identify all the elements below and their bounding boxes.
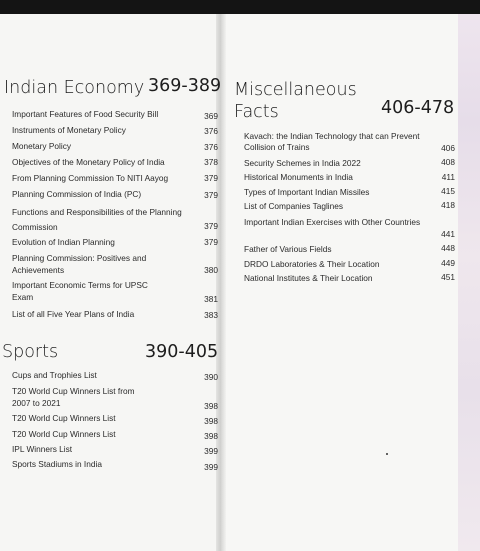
section-range-misc: 406-478 xyxy=(381,98,455,118)
section-range-economy: 369-389 xyxy=(148,76,222,96)
ink-speck xyxy=(386,453,388,455)
toc-page: 383 xyxy=(204,310,218,320)
toc-entry: T20 World Cup Winners List xyxy=(12,429,116,439)
toc-page: 369 xyxy=(204,111,218,121)
toc-entry: Kavach: the Indian Technology that can Prevent Collision of Trains xyxy=(244,131,420,152)
toc-entry: Planning Commission: Positives and Achievements xyxy=(12,253,147,275)
toc-entry: T20 World Cup Winners List from 2007 to 2021 xyxy=(12,386,135,408)
section-title-economy: Indian Economy xyxy=(4,78,145,98)
toc-page: 390 xyxy=(204,372,218,382)
toc-entry: Important Features of Food Security Bill xyxy=(12,109,159,119)
toc-page: 415 xyxy=(441,186,455,196)
toc-page: 398 xyxy=(204,431,218,441)
toc-page: 449 xyxy=(441,258,455,268)
toc-entry: From Planning Commission To NITI Aayog xyxy=(12,173,169,183)
toc-entry: DRDO Laboratories & Their Location xyxy=(244,259,380,269)
toc-entry: T20 World Cup Winners List xyxy=(12,413,116,423)
toc-entry: Monetary Policy xyxy=(12,141,72,151)
toc-entry: Instruments of Monetary Policy xyxy=(12,125,126,135)
toc-page: 418 xyxy=(441,200,455,210)
page-edge xyxy=(458,14,480,551)
toc-entry: IPL Winners List xyxy=(12,444,73,454)
toc-entry: Security Schemes in India 2022 xyxy=(244,158,361,168)
toc-entry: Evolution of Indian Planning xyxy=(12,237,115,247)
toc-page: 381 xyxy=(204,294,218,304)
toc-entry: Objectives of the Monetary Policy of India xyxy=(12,157,165,167)
toc-page: 398 xyxy=(204,416,218,426)
toc-entry: Functions and Responsibilities of the Planning Commission xyxy=(12,207,182,232)
toc-page: 380 xyxy=(204,265,218,275)
toc-page: 379 xyxy=(204,173,218,183)
toc-page: 379 xyxy=(204,237,218,247)
toc-page: 379 xyxy=(204,190,218,200)
toc-entry: List of all Five Year Plans of India xyxy=(12,309,135,319)
toc-entry: Important Economic Terms for UPSC Exam xyxy=(12,280,148,302)
top-dark-band xyxy=(0,0,480,14)
toc-entry: Sports Stadiums in India xyxy=(12,459,102,469)
toc-page: 408 xyxy=(441,157,455,167)
section-title-misc-line2: Facts xyxy=(234,102,279,122)
toc-page: 376 xyxy=(204,126,218,136)
toc-entry: National Institutes & Their Location xyxy=(244,273,373,283)
toc-entry: Important Indian Exercises with Other Countries xyxy=(244,217,421,227)
toc-page: 448 xyxy=(441,243,455,253)
toc-page: 399 xyxy=(204,462,218,472)
toc-entry: Types of Important Indian Missiles xyxy=(244,187,370,197)
toc-page: 451 xyxy=(441,272,455,282)
toc-entry: List of Companies Taglines xyxy=(244,201,344,211)
toc-page: 399 xyxy=(204,446,218,456)
toc-entry: Historical Monuments in India xyxy=(244,172,353,182)
section-title-sports: Sports xyxy=(2,342,59,362)
toc-page: 398 xyxy=(204,401,218,411)
toc-page: 379 xyxy=(204,221,218,231)
section-title-misc: Miscellaneous xyxy=(234,80,357,100)
toc-page: 378 xyxy=(204,157,218,167)
toc-page: 406 xyxy=(441,143,455,153)
toc-entry: Father of Various Fields xyxy=(244,244,332,254)
toc-page: 411 xyxy=(441,172,455,182)
section-range-sports: 390-405 xyxy=(145,342,219,362)
toc-entry: Planning Commission of India (PC) xyxy=(12,189,142,199)
toc-page: 441 xyxy=(441,229,455,239)
toc-entry: Cups and Trophies List xyxy=(12,370,97,380)
toc-page: 376 xyxy=(204,142,218,152)
